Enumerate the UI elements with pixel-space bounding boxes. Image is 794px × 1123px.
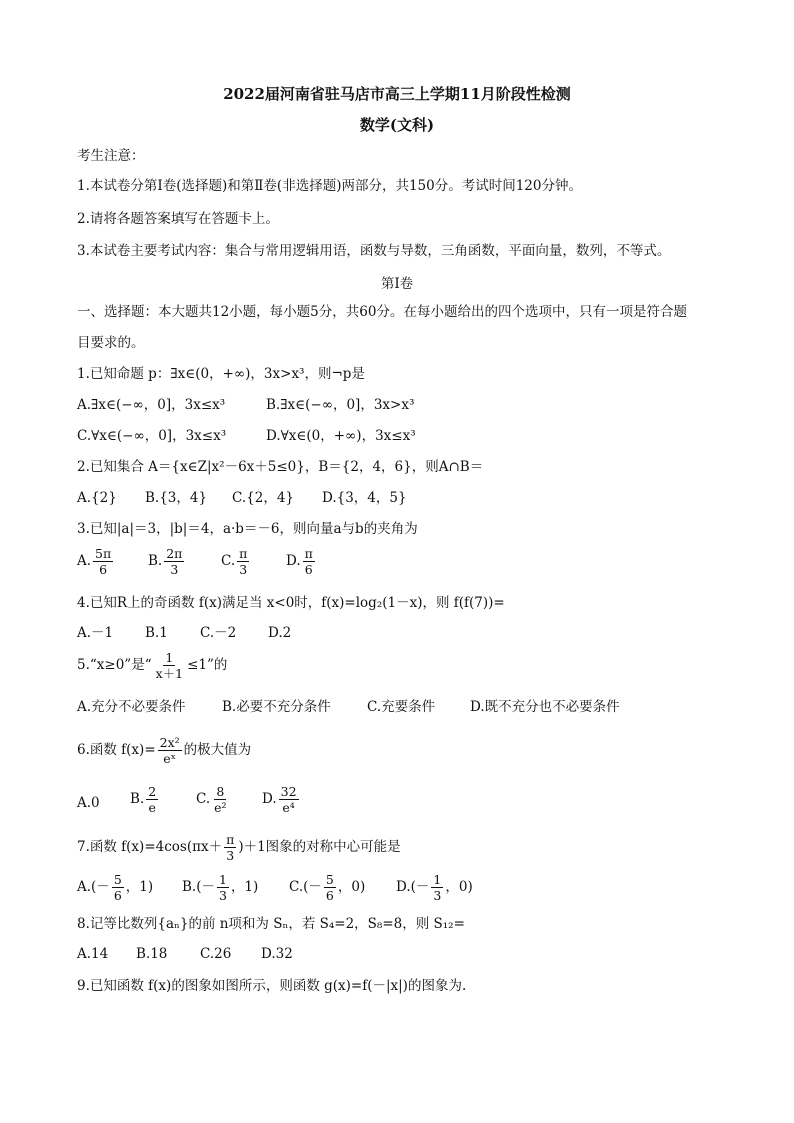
fraction-denominator: 3 bbox=[170, 562, 179, 577]
q7-option-c-post: ，0) bbox=[337, 879, 366, 895]
q7-option-d-post: ，0) bbox=[445, 879, 473, 895]
q2-option-c: C.{2，4} bbox=[232, 490, 294, 506]
q3-option-b-label: B. bbox=[148, 553, 163, 569]
fraction-denominator: e² bbox=[214, 800, 227, 815]
q5-option-c: C.充要条件 bbox=[367, 699, 436, 715]
q2-option-b: B.{3，4} bbox=[145, 490, 208, 506]
q3-option-c-fraction bbox=[237, 546, 249, 577]
fraction-numerator: 1 bbox=[165, 650, 174, 665]
fraction-numerator: 5 bbox=[325, 872, 334, 887]
q7-option-b-post: ，1) bbox=[230, 879, 259, 895]
q3-option-d bbox=[286, 546, 317, 577]
q6-option-d bbox=[262, 784, 301, 815]
fraction-numerator: 5 bbox=[113, 872, 122, 887]
q6-option-b-label: B. bbox=[130, 791, 145, 807]
q7-stem-fraction bbox=[224, 832, 236, 863]
q8-option-a: A.14 bbox=[77, 946, 109, 962]
fraction-numerator: π bbox=[304, 546, 313, 561]
q1-option-c: C.∀x∈(−∞，0]，3x≤x³ bbox=[77, 428, 227, 444]
q6-option-d-fraction bbox=[279, 784, 299, 815]
section-label: 第Ⅰ卷 bbox=[380, 276, 414, 292]
fraction-numerator: 1 bbox=[218, 872, 227, 887]
q7-option-d-pre: D.(－ bbox=[396, 879, 430, 895]
q8-stem: 8.记等比数列{aₙ}的前 n项和为 Sₙ，若 S₄=2，S₈=8，则 S₁₂= bbox=[77, 916, 465, 932]
q4-stem: 4.已知R上的奇函数 f(x)满足当 x<0时，f(x)=log₂(1－x)，则 f(f(7))= bbox=[77, 595, 505, 611]
q1-option-b: B.∃x∈(−∞，0]，3x>x³ bbox=[266, 397, 415, 413]
note-1: 1.本试卷分第Ⅰ卷(选择题)和第Ⅱ卷(非选择题)两部分，共150分。考试时间120分钟。 bbox=[77, 178, 582, 194]
fraction-numerator: 1 bbox=[433, 872, 442, 887]
q4-option-a: A.－1 bbox=[77, 625, 114, 641]
q9-stem: 9.已知函数 f(x)的图象如图所示，则函数 g(x)=f(－|x|)的图象为. bbox=[77, 978, 467, 994]
q2-option-a: A.{2} bbox=[77, 490, 117, 506]
q7-option-c-pre: C.(－ bbox=[289, 879, 322, 895]
fraction-denominator: 3 bbox=[226, 848, 235, 863]
fraction-numerator: 32 bbox=[280, 784, 297, 799]
q3-option-b bbox=[148, 546, 186, 577]
q3-option-c bbox=[221, 546, 251, 577]
q5-stem-fraction bbox=[154, 650, 186, 681]
q4-option-b: B.1 bbox=[145, 625, 168, 641]
fraction-numerator: 5π bbox=[95, 546, 112, 561]
fraction-numerator: π bbox=[239, 546, 248, 561]
fraction-denominator: e⁴ bbox=[282, 800, 295, 815]
q1-option-d: D.∀x∈(0，+∞)，3x≤x³ bbox=[266, 428, 416, 444]
fraction-denominator: e bbox=[148, 800, 156, 815]
q7-option-c-fraction bbox=[324, 872, 336, 903]
fraction-denominator: 6 bbox=[113, 888, 122, 903]
q7-stem-pre: 7.函数 f(x)=4cos(πx＋ bbox=[77, 839, 223, 855]
q7-option-a-pre: A.(－ bbox=[77, 879, 110, 895]
note-3: 3.本试卷主要考试内容：集合与常用逻辑用语，函数与导数，三角函数，平面向量，数列，不等式。 bbox=[77, 243, 671, 259]
q5-option-d: D.既不充分也不必要条件 bbox=[470, 699, 620, 715]
fraction-denominator: 6 bbox=[304, 562, 313, 577]
fraction-denominator: 3 bbox=[239, 562, 248, 577]
q5-stem bbox=[77, 650, 227, 681]
q1-option-a: A.∃x∈(−∞，0]，3x≤x³ bbox=[77, 397, 226, 413]
q4-option-c: C.－2 bbox=[200, 625, 237, 641]
exam-subtitle: 数学(文科) bbox=[359, 116, 435, 134]
q5-stem-post: ≤1”的 bbox=[187, 657, 228, 673]
fraction-numerator: π bbox=[226, 832, 235, 847]
section-intro-line2: 目要求的。 bbox=[77, 335, 145, 351]
q7-option-a-post: ，1) bbox=[125, 879, 154, 895]
q5-option-a: A.充分不必要条件 bbox=[77, 699, 186, 715]
q7-stem-post: )＋1图象的对称中心可能是 bbox=[238, 839, 401, 855]
q3-stem: 3.已知|a|＝3，|b|＝4，a·b＝－6，则向量a与b的夹角为 bbox=[77, 521, 418, 537]
q3-option-a-fraction bbox=[93, 546, 113, 577]
fraction-numerator: 2x² bbox=[159, 735, 180, 750]
q4-option-d: D.2 bbox=[268, 625, 292, 641]
q5-option-b: B.必要不充分条件 bbox=[222, 699, 331, 715]
q7-option-c bbox=[289, 872, 365, 903]
q2-option-d: D.{3，4，5} bbox=[322, 490, 407, 506]
q8-option-b: B.18 bbox=[136, 946, 168, 962]
q3-option-a-label: A. bbox=[77, 553, 92, 569]
section-intro-line1: 一、选择题：本大题共12小题，每小题5分，共60分。在每小题给出的四个选项中，只有一项是符合题 bbox=[77, 304, 687, 320]
q6-option-c bbox=[196, 784, 231, 815]
q7-option-d-fraction bbox=[431, 872, 443, 903]
q6-stem-post: 的极大值为 bbox=[183, 742, 252, 758]
q3-option-b-fraction bbox=[164, 546, 184, 577]
q6-stem-pre: 6.函数 f(x)= bbox=[77, 742, 156, 758]
q1-stem: 1.已知命题 p：∃x∈(0，+∞)，3x>x³，则¬p是 bbox=[77, 366, 365, 382]
fraction-numerator: 2π bbox=[166, 546, 183, 561]
q7-option-b bbox=[182, 872, 258, 903]
q3-option-a bbox=[77, 546, 115, 577]
fraction-denominator: 6 bbox=[325, 888, 334, 903]
q6-stem bbox=[77, 735, 251, 766]
q6-option-d-label: D. bbox=[262, 791, 277, 807]
fraction-denominator: 3 bbox=[218, 888, 227, 903]
q6-option-b bbox=[130, 784, 160, 815]
q3-option-c-label: C. bbox=[221, 553, 236, 569]
q6-option-c-label: C. bbox=[196, 791, 211, 807]
q7-stem bbox=[77, 832, 401, 863]
note-2: 2.请将各题答案填写在答题卡上。 bbox=[77, 211, 279, 227]
q6-stem-fraction bbox=[158, 735, 182, 766]
q6-option-b-fraction bbox=[146, 784, 158, 815]
q7-option-b-pre: B.(－ bbox=[182, 879, 215, 895]
q8-option-d: D.32 bbox=[261, 946, 293, 962]
q6-option-c-fraction bbox=[212, 784, 228, 815]
q7-option-a bbox=[77, 872, 153, 903]
q6-option-a: A.0 bbox=[77, 795, 100, 811]
q2-stem: 2.已知集合 A＝{x∈Z|x²－6x＋5≤0}，B＝{2，4，6}，则A∩B＝ bbox=[77, 459, 484, 475]
fraction-numerator: 8 bbox=[216, 784, 225, 799]
q7-option-b-fraction bbox=[217, 872, 229, 903]
fraction-denominator: eˣ bbox=[163, 751, 176, 766]
q8-option-c: C.26 bbox=[200, 946, 232, 962]
fraction-denominator: 6 bbox=[99, 562, 108, 577]
notes-heading: 考生注意： bbox=[77, 148, 145, 164]
q7-option-d bbox=[396, 872, 473, 903]
q3-option-d-label: D. bbox=[286, 553, 301, 569]
fraction-denominator: 3 bbox=[433, 888, 442, 903]
q3-option-d-fraction bbox=[303, 546, 315, 577]
fraction-numerator: 2 bbox=[148, 784, 157, 799]
q7-option-a-fraction bbox=[112, 872, 124, 903]
exam-title: 2022届河南省驻马店市高三上学期11月阶段性检测 bbox=[223, 85, 571, 103]
fraction-denominator: x＋1 bbox=[155, 666, 184, 681]
q5-stem-pre: 5.“x≥0”是“ bbox=[77, 657, 152, 673]
